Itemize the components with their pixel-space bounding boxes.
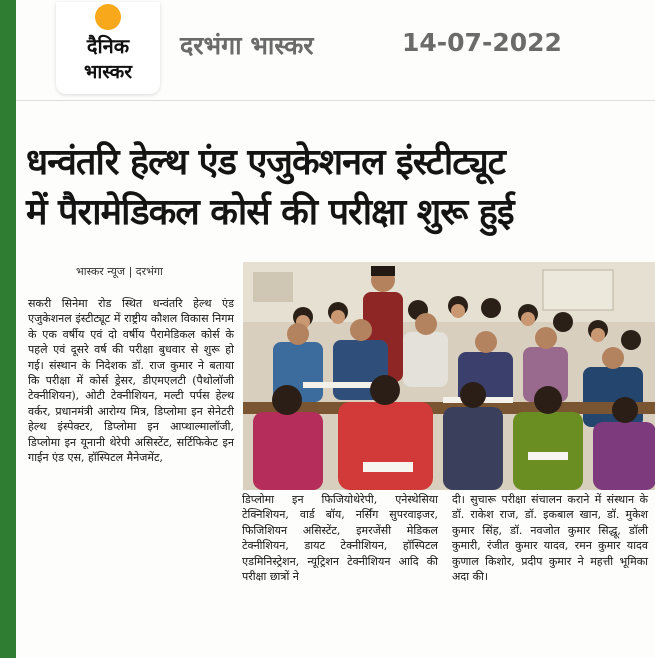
exam-hall-photo-graphic <box>243 262 655 490</box>
left-border-bar <box>0 0 16 658</box>
edition-date: 14-07-2022 <box>402 28 562 57</box>
edition-name: दरभंगा भास्कर <box>180 31 314 60</box>
article-column-2: डिप्लोमा इन फिजियोथेरेपी, एनेस्थेसिया टेक्निशियन, वार्ड बॉय, नर्सिंग सुपरवाइजर, फिजिशियन असिस्टेंट, इमरजेंसी मेडिकल टेक्नीशियन, डायट टेक्नीशियन, हॉस्पिटल एडमिनिस्ट्रेशन, न्यूट्रिशन टेक्नीशियन आदि की परीक्षा छात्रों ने <box>242 493 438 584</box>
article-headline <box>26 138 646 238</box>
article-byline: भास्कर न्यूज | दरभंगा <box>76 265 163 278</box>
headline-line-1: धन्वंतरि हेल्थ एंड एजुकेशनल इंस्टीट्यूट <box>26 142 505 183</box>
article-column-1: सकरी सिनेमा रोड स्थित धन्वंतरि हेल्थ एंड एजुकेशनल इंस्टीट्यूट में राष्ट्रीय कौशल विकास निगम के एक वर्षीय एवं दो वर्षीय पैरामेडिकल कोर्स के पहले एवं दूसरे वर्ष की परीक्षा बुधवार से शुरू हो गई। संस्थान के निदेशक डॉ. राज कुमार ने बताया कि परीक्षा में कोर्स ड्रेसर, डीएमएलटी (पैथोलॉजी टेक्नीशियन), ओटी टेक्नीशियन, मल्टी पर्पस हेल्थ वर्कर, प्रधानमंत्री आरोग्य मित्र, डिप्लोमा इन सेनेटरी हेल्थ इंस्पेक्टर, डिप्लोमा इन आप्थाल्मालॉजी, डिप्लोमा इन यूनानी थेरेपी असिस्टेंट, सर्टिफिकेट इन गाईन एंड एस, हॉस्पिटल मैनेजमेंट, <box>28 297 234 465</box>
newspaper-clipping <box>16 0 655 658</box>
exam-hall-photo <box>243 262 655 490</box>
dainik-bhaskar-logo <box>56 2 160 94</box>
header-divider <box>16 100 655 101</box>
logo-sun-icon <box>95 4 121 30</box>
article-column-3: दी। सुचारू परीक्षा संचालन कराने में संस्थान के डॉ. राकेश राज, डॉ. इकबाल खान, डॉ. मुकेश कुमार सिंह, डॉ. नवजोत कुमार सिद्धू, डॉली कुमारी, रंजीत कुमार यादव, रमन कुमार यादव कुणाल किशोर, प्रदीप कुमार ने महत्ती भूमिका अदा की। <box>452 493 648 584</box>
logo-text-top: दैनिक <box>86 34 130 58</box>
logo-text-bottom: भास्कर <box>83 61 133 83</box>
headline-line-2: में पैरामेडिकल कोर्स की परीक्षा शुरू हुई <box>26 192 514 233</box>
